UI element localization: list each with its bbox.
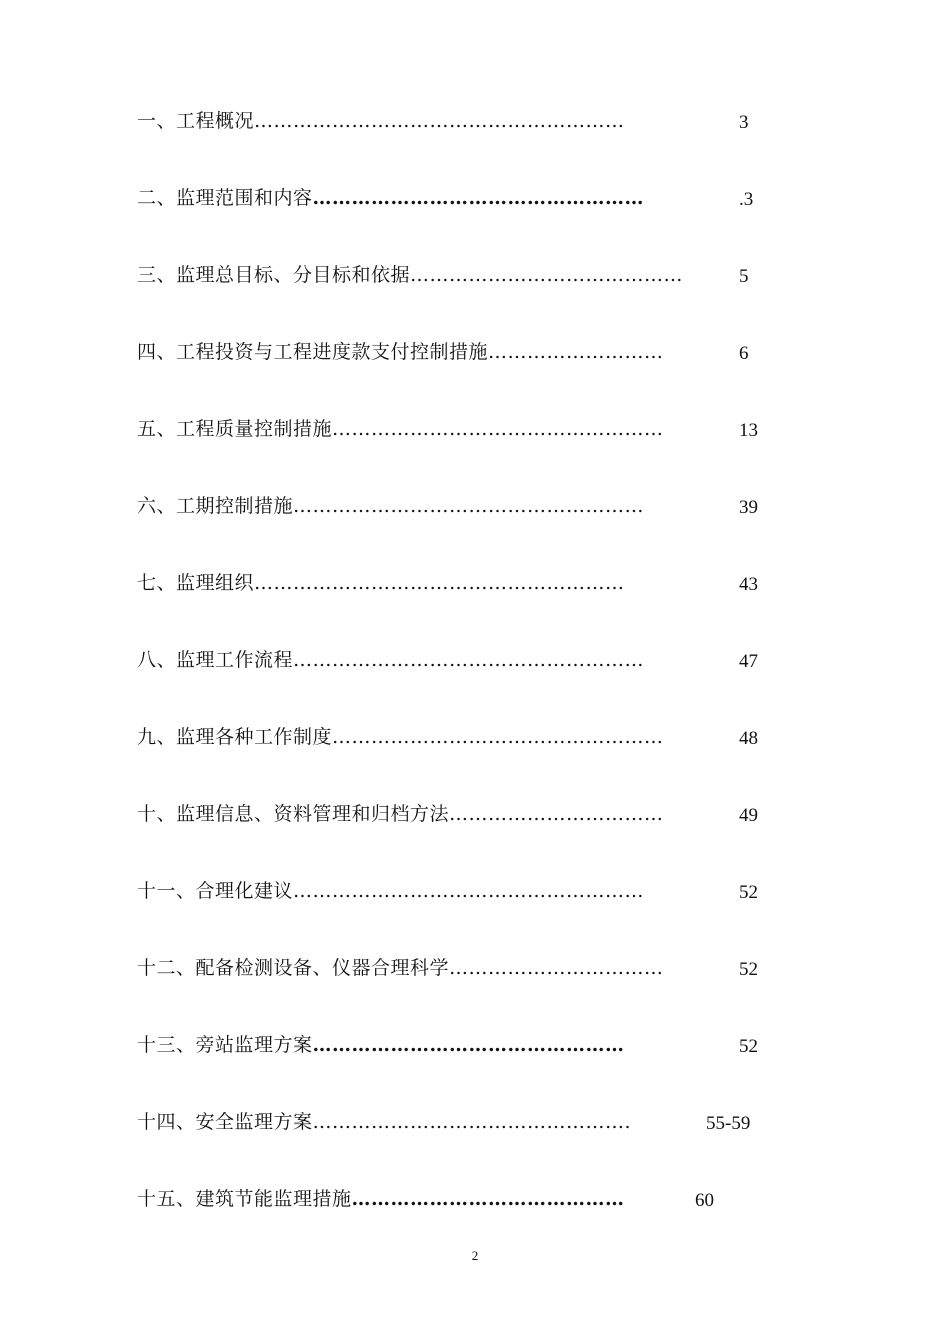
toc-entry[interactable] [137, 489, 777, 566]
toc-leader-dots: …………………………………… [351, 1188, 625, 1210]
toc-leader-dots: …………………………… [449, 957, 664, 979]
toc-entry[interactable] [137, 797, 777, 874]
toc-page-number: 49 [739, 805, 758, 826]
toc-entry-title: 九、监理各种工作制度 [137, 726, 333, 748]
toc-leader-dots: …………………………………… [410, 264, 684, 286]
toc-page-number: 39 [739, 497, 758, 518]
toc-entry[interactable] [137, 720, 777, 797]
toc-entry[interactable] [137, 181, 777, 258]
toc-entry[interactable] [137, 1105, 777, 1182]
toc-leader-dots: ……………………………………………… [293, 880, 645, 902]
toc-leader-dots: …………………………………………… [332, 418, 664, 440]
toc-entry-title: 十二、配备检测设备、仪器合理科学 [137, 957, 450, 979]
toc-entry-title: 一、工程概况 [137, 110, 255, 132]
toc-entry-title: 十、监理信息、资料管理和归档方法 [137, 803, 450, 825]
toc-leader-dots: …………………………… [449, 803, 664, 825]
toc-entry[interactable] [137, 1028, 777, 1105]
toc-leader-dots: ……………………………………………… [293, 649, 645, 671]
toc-entry-title: 六、工期控制措施 [137, 495, 294, 517]
toc-entry-title: 十五、建筑节能监理措施 [137, 1188, 352, 1210]
toc-entry[interactable] [137, 951, 777, 1028]
toc-leader-dots: ……………………… [488, 341, 664, 363]
toc-leader-dots: …………………………………………… [312, 187, 645, 209]
toc-entry[interactable] [137, 412, 777, 489]
toc-entry-title: 十三、旁站监理方案 [137, 1034, 313, 1056]
toc-page-number: 52 [739, 882, 758, 903]
toc-entry[interactable] [137, 104, 777, 181]
toc-entry-title: 八、监理工作流程 [137, 649, 294, 671]
table-of-contents [137, 104, 777, 1259]
toc-entry-title: 四、工程投资与工程进度款支付控制措施 [137, 341, 489, 363]
toc-entry[interactable] [137, 335, 777, 412]
toc-leader-dots: ………………………………………………… [254, 572, 625, 594]
toc-page-number: 48 [739, 728, 758, 749]
toc-page-number: 60 [695, 1190, 714, 1211]
toc-entry[interactable] [137, 874, 777, 951]
toc-leader-dots: …………………………………………. [312, 1111, 632, 1133]
toc-page-number: 52 [739, 959, 758, 980]
toc-page-number: 52 [739, 1036, 758, 1057]
toc-page-number: 43 [739, 574, 758, 595]
toc-page-number: .3 [739, 189, 754, 210]
toc-page-number: 55-59 [706, 1113, 751, 1134]
toc-page-number: 5 [739, 266, 749, 287]
toc-entry-title: 三、监理总目标、分目标和依据 [137, 264, 411, 286]
toc-entry[interactable] [137, 566, 777, 643]
toc-entry-title: 七、监理组织 [137, 572, 255, 594]
toc-page-number: 47 [739, 651, 758, 672]
toc-entry[interactable] [137, 643, 777, 720]
toc-entry-title: 五、工程质量控制措施 [137, 418, 333, 440]
toc-leader-dots: ……………………………………………… [293, 495, 645, 517]
toc-page-number: 3 [739, 112, 749, 133]
toc-page-number: 6 [739, 343, 749, 364]
toc-entry[interactable] [137, 258, 777, 335]
toc-entry-title: 二、监理范围和内容 [137, 187, 313, 209]
toc-entry-title: 十一、合理化建议 [137, 880, 294, 902]
toc-page-number: 13 [739, 420, 758, 441]
toc-leader-dots: ………………………………………… [312, 1034, 625, 1056]
toc-leader-dots: ………………………………………………… [254, 110, 625, 132]
page-footer-number: 2 [471, 1248, 479, 1263]
toc-leader-dots: …………………………………………… [332, 726, 664, 748]
toc-entry-title: 十四、安全监理方案 [137, 1111, 313, 1133]
